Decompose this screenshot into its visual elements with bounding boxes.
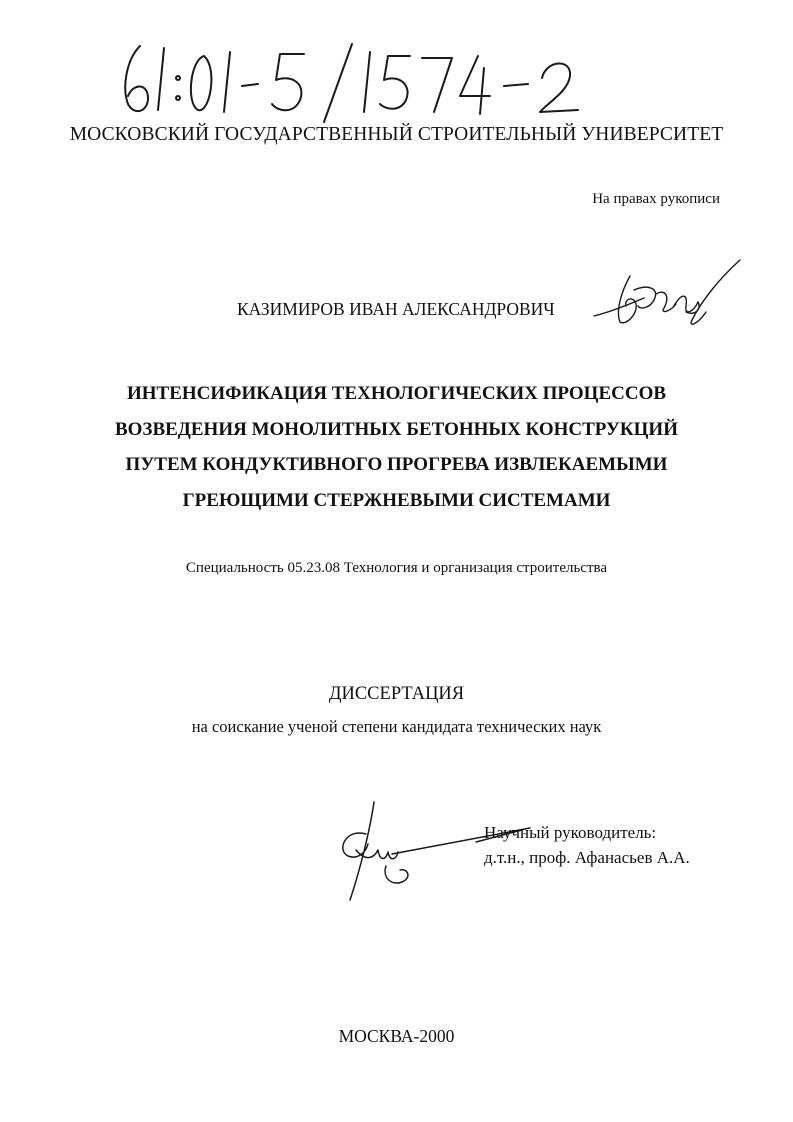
degree-statement: на соискание ученой степени кандидата технических наук (191, 717, 602, 736)
author-signature (590, 254, 750, 334)
title-line: ВОЗВЕДЕНИЯ МОНОЛИТНЫХ БЕТОННЫХ КОНСТРУКЦИЙ (114, 418, 678, 440)
title-line: ИНТЕНСИФИКАЦИЯ ТЕХНОЛОГИЧЕСКИХ ПРОЦЕССОВ (126, 383, 667, 404)
author-name: КАЗИМИРОВ ИВАН АЛЕКСАНДРОВИЧ (237, 299, 555, 319)
advisor-label: Научный руководитель: (484, 823, 657, 842)
handwritten-archive-number (118, 38, 598, 128)
advisor-name: д.т.н., проф. Афанасьев А.А. (484, 848, 690, 867)
specialty: Специальность 05.23.08 Технология и организация строительства (185, 560, 608, 576)
rights-note: На правах рукописи (592, 191, 720, 207)
scientific-advisor (484, 820, 690, 870)
document-type: ДИССЕРТАЦИЯ (328, 684, 465, 704)
university-name: МОСКОВСКИЙ ГОСУДАРСТВЕННЫЙ СТРОИТЕЛЬНЫЙ УНИВЕРСИТЕТ (69, 124, 724, 145)
city-year: МОСКВА-2000 (338, 1026, 455, 1046)
title-line: ГРЕЮЩИМИ СТЕРЖНЕВЫМИ СИСТЕМАМИ (182, 489, 611, 511)
title-line: ПУТЕМ КОНДУКТИВНОГО ПРОГРЕВА ИЗВЛЕКАЕМЫМИ (125, 454, 668, 475)
stamp-text: 61:01-5/1574-2 (118, 38, 125, 39)
dissertation-title (0, 376, 793, 518)
